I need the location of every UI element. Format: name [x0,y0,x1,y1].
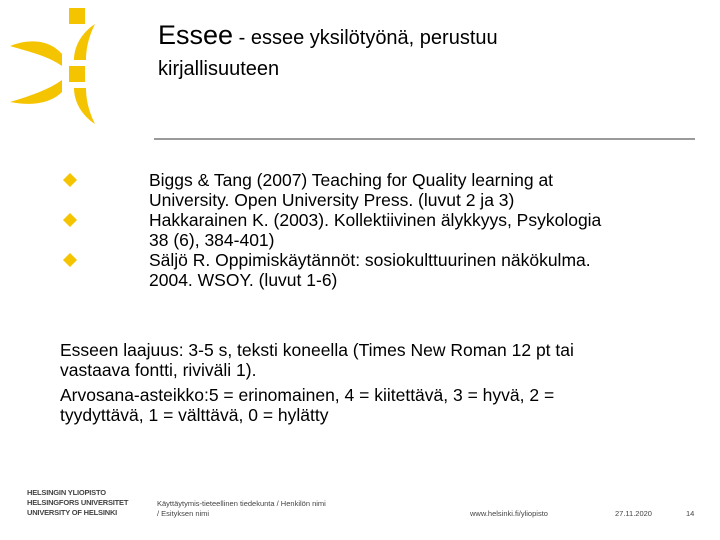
essay-length-paragraph: Esseen laajuus: 3-5 s, teksti koneella (Times New Roman 12 pt tai vastaava fontti, riviväli 1). [60,340,574,380]
list-item-text: Säljö R. Oppimiskäytännöt: sosiokulttuurinen näkökulma. 2004. WSOY. (luvut 1-6) [149,250,591,290]
title-subtitle-line2: kirjallisuuteen [158,58,280,80]
university-flame-logo-icon [0,0,110,130]
footer-faculty: Käyttäytymis-tieteellinen tiedekunta / Henkilön nimi / Esityksen nimi [157,499,326,518]
wordmark-line: HELSINGIN YLIOPISTO [27,488,106,497]
title-divider [154,138,695,140]
diamond-bullet-icon [62,172,78,188]
reference-list [62,170,702,290]
list-item [62,170,702,210]
page-number: 14 [686,509,695,518]
title-main: Essee [158,20,234,50]
title-subtitle: - essee yksilötyönä, perustuu [233,27,498,49]
list-item [62,250,702,290]
list-item [62,210,702,250]
grading-scale-paragraph: Arvosana-asteikko:5 = erinomainen, 4 = kiitettävä, 3 = hyvä, 2 = tyydyttävä, 1 = välttävä, 0 = hylätty [60,385,555,425]
university-wordmark [27,488,128,518]
slide-title [158,18,698,52]
footer-url: www.helsinki.fi/yliopisto [470,509,548,518]
list-item-text: Hakkarainen K. (2003). Kollektiivinen älykkyys, Psykologia 38 (6), 384-401) [149,210,602,250]
diamond-bullet-icon [62,212,78,228]
wordmark-line: HELSINGFORS UNIVERSITET [27,498,129,507]
list-item-text: Biggs & Tang (2007) Teaching for Quality learning at University. Open University Press. (luvut 2 ja 3) [149,170,554,210]
footer-date: 27.11.2020 [615,509,652,518]
wordmark-line: UNIVERSITY OF HELSINKI [27,508,118,517]
diamond-bullet-icon [62,252,78,268]
